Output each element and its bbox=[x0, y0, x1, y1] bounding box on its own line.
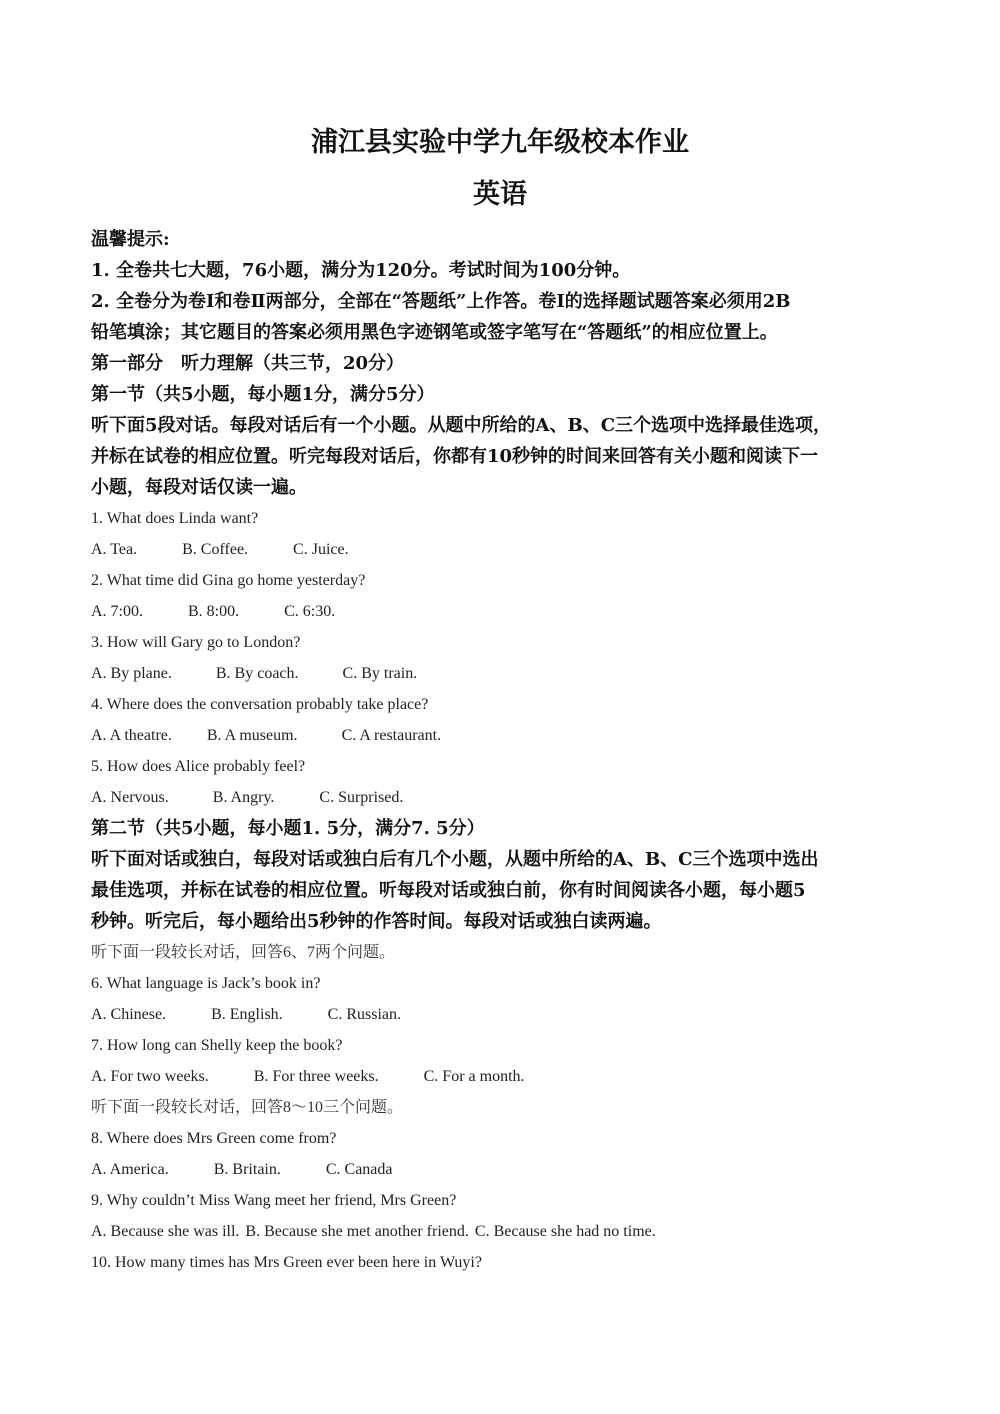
option-a: A. Because she was ill. bbox=[91, 1223, 240, 1240]
question-8-options bbox=[91, 1154, 921, 1185]
tip-2-line-2: 铅笔填涂；其它题目的答案必须用黑色字迹钢笔或签字笔写在“答题纸”的相应位置上。 bbox=[91, 322, 778, 343]
option-b: B. A museum. bbox=[206, 727, 298, 744]
option-b: B. Coffee. bbox=[182, 541, 249, 558]
tip-1: 1. 全卷共七大题，76小题，满分为120分。考试时间为100分钟。 bbox=[91, 260, 631, 281]
section-1-instruction-2: 并标在试卷的相应位置。听完每段对话后，你都有10秒钟的时间来回答有关小题和阅读下一 bbox=[91, 446, 819, 467]
question-7: 7. How long can Shelly keep the book? bbox=[91, 1037, 343, 1054]
option-c: C. Surprised. bbox=[319, 789, 404, 806]
question-4-options bbox=[91, 720, 921, 751]
option-b: B. By coach. bbox=[215, 665, 299, 682]
tips-heading: 温馨提示: bbox=[91, 229, 170, 250]
subject-title: 英语 bbox=[473, 179, 527, 210]
section-2-heading: 第二节（共5小题，每小题1. 5分，满分7. 5分） bbox=[91, 818, 485, 839]
question-9-options bbox=[91, 1216, 921, 1247]
section-1-instruction-3: 小题，每段对话仅读一遍。 bbox=[91, 477, 307, 498]
question-6-options bbox=[91, 999, 921, 1030]
page-title: 浦江县实验中学九年级校本作业 bbox=[311, 127, 689, 158]
option-b: B. Angry. bbox=[212, 789, 275, 806]
question-8: 8. Where does Mrs Green come from? bbox=[91, 1130, 337, 1147]
question-5-options bbox=[91, 782, 921, 813]
section-1-instruction-1: 听下面5段对话。每段对话后有一个小题。从题中所给的A、B、C三个选项中选择最佳选项， bbox=[91, 415, 832, 436]
question-9: 9. Why couldn’t Miss Wang meet her friend, Mrs Green? bbox=[91, 1192, 457, 1209]
option-c: C. A restaurant. bbox=[341, 727, 442, 744]
tip-2-line-1: 2. 全卷分为卷Ⅰ和卷Ⅱ两部分，全部在“答题纸”上作答。卷Ⅰ的选择题试题答案必须用2B bbox=[91, 291, 791, 312]
option-a: A. Chinese. bbox=[91, 1006, 167, 1023]
section-2-instruction-2: 最佳选项，并标在试卷的相应位置。听每段对话或独白前，你有时间阅读各小题，每小题5 bbox=[91, 880, 806, 901]
option-c: C. Juice. bbox=[293, 541, 349, 558]
option-a: A. By plane. bbox=[91, 665, 172, 682]
option-a: A. 7:00. bbox=[91, 603, 143, 620]
question-1: 1. What does Linda want? bbox=[91, 510, 259, 527]
section-2-instruction-3: 秒钟。听完后，每小题给出5秒钟的作答时间。每段对话或独白读两遍。 bbox=[91, 911, 662, 932]
question-6: 6. What language is Jack’s book in? bbox=[91, 975, 321, 992]
option-b: B. English. bbox=[211, 1006, 283, 1023]
option-a: A. A theatre. bbox=[91, 727, 172, 744]
option-c: C. 6:30. bbox=[284, 603, 336, 620]
section-1-heading: 第一节（共5小题，每小题1分，满分5分） bbox=[91, 384, 435, 405]
section-2-instruction-1: 听下面对话或独白，每段对话或独白后有几个小题，从题中所给的A、B、C三个选项中选出 bbox=[91, 849, 819, 870]
sub-instruction-6-7: 听下面一段较长对话，回答6、7两个问题。 bbox=[91, 944, 396, 961]
option-a: A. For two weeks. bbox=[91, 1068, 209, 1085]
option-c: C. Because she had no time. bbox=[474, 1223, 656, 1240]
question-1-options bbox=[91, 534, 921, 565]
question-3: 3. How will Gary go to London? bbox=[91, 634, 301, 651]
option-c: C. For a month. bbox=[423, 1068, 525, 1085]
question-4: 4. Where does the conversation probably take place? bbox=[91, 696, 429, 713]
option-a: A. America. bbox=[91, 1161, 169, 1178]
question-7-options bbox=[91, 1061, 921, 1092]
part-1-heading: 第一部分 听力理解（共三节，20分） bbox=[91, 353, 405, 374]
option-b: B. 8:00. bbox=[188, 603, 240, 620]
option-c: C. By train. bbox=[342, 665, 418, 682]
option-b: B. Britain. bbox=[213, 1161, 281, 1178]
option-a: A. Tea. bbox=[91, 541, 138, 558]
sub-instruction-8-10: 听下面一段较长对话，回答8～10三个问题。 bbox=[91, 1099, 404, 1116]
exam-content bbox=[91, 224, 921, 1278]
option-c: C. Russian. bbox=[327, 1006, 402, 1023]
question-3-options bbox=[91, 658, 921, 689]
option-a: A. Nervous. bbox=[91, 789, 169, 806]
question-2: 2. What time did Gina go home yesterday? bbox=[91, 572, 366, 589]
option-b: B. For three weeks. bbox=[253, 1068, 379, 1085]
question-2-options bbox=[91, 596, 921, 627]
question-10: 10. How many times has Mrs Green ever been here in Wuyi? bbox=[91, 1254, 482, 1271]
option-b: B. Because she met another friend. bbox=[245, 1223, 469, 1240]
question-5: 5. How does Alice probably feel? bbox=[91, 758, 306, 775]
option-c: C. Canada bbox=[325, 1161, 393, 1178]
